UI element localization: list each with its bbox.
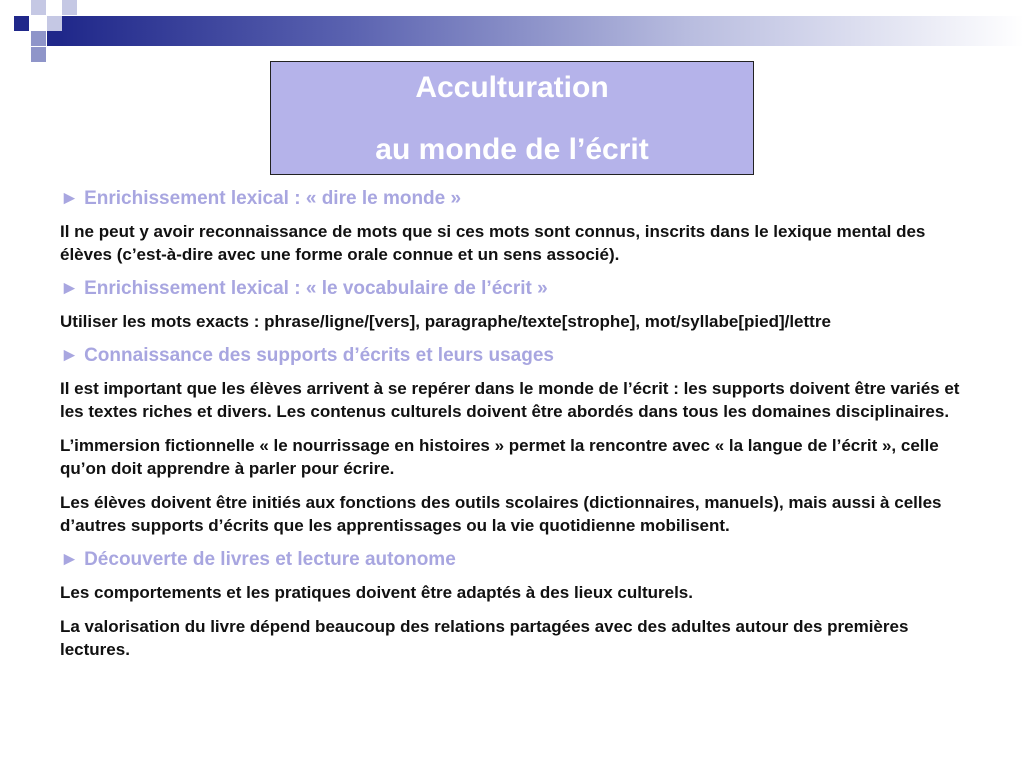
slide-title-line-1: Acculturation	[415, 71, 609, 104]
header-gradient-bar	[60, 16, 1024, 46]
section-heading-lexical-ecrit: ► Enrichissement lexical : « le vocabulaire de l’écrit »	[60, 278, 548, 299]
decorative-square	[14, 16, 29, 31]
slide-content	[60, 187, 970, 661]
section-heading-lexical-monde: ► Enrichissement lexical : « dire le monde »	[60, 188, 462, 209]
decorative-square	[31, 47, 46, 62]
paragraph: Il ne peut y avoir reconnaissance de mots que si ces mots sont connus, inscrits dans le lexique mental des élèves (c’est-à-dire avec une forme orale connue et un sens associé).	[60, 222, 926, 264]
decorative-square	[31, 31, 46, 46]
paragraph: Les élèves doivent être initiés aux fonctions des outils scolaires (dictionnaires, manuels), mais aussi à celles d’autres supports d’écrits que les apprentissages ou la vie quotidienne mobilisent.	[60, 493, 942, 535]
slide-title-line-2: au monde de l’écrit	[375, 133, 649, 166]
paragraph: L’immersion fictionnelle « le nourrissage en histoires » permet la rencontre avec « la langue de l’écrit », celle qu’on doit apprendre à parler pour écrire.	[60, 436, 939, 478]
decorative-square	[47, 31, 62, 46]
paragraph: Utiliser les mots exacts : phrase/ligne/[vers], paragraphe/texte[strophe], mot/syllabe[pied]/lettre	[60, 312, 831, 331]
decorative-square	[31, 0, 46, 15]
section-heading-livres: ► Découverte de livres et lecture autonome	[60, 549, 456, 570]
section-heading-supports: ► Connaissance des supports d’écrits et leurs usages	[60, 345, 554, 366]
decorative-square	[62, 0, 77, 15]
paragraph: La valorisation du livre dépend beaucoup des relations partagées avec des adultes autour des premières lectures.	[60, 617, 909, 659]
paragraph: Il est important que les élèves arrivent à se repérer dans le monde de l’écrit : les supports doivent être variés et les textes riches et divers. Les contenus culturels doivent être abordés dans tous les domaines disciplinaires.	[60, 379, 960, 421]
paragraph: Les comportements et les pratiques doivent être adaptés à des lieux culturels.	[60, 583, 693, 602]
slide-title-box	[270, 61, 754, 175]
decorative-square	[47, 16, 62, 31]
